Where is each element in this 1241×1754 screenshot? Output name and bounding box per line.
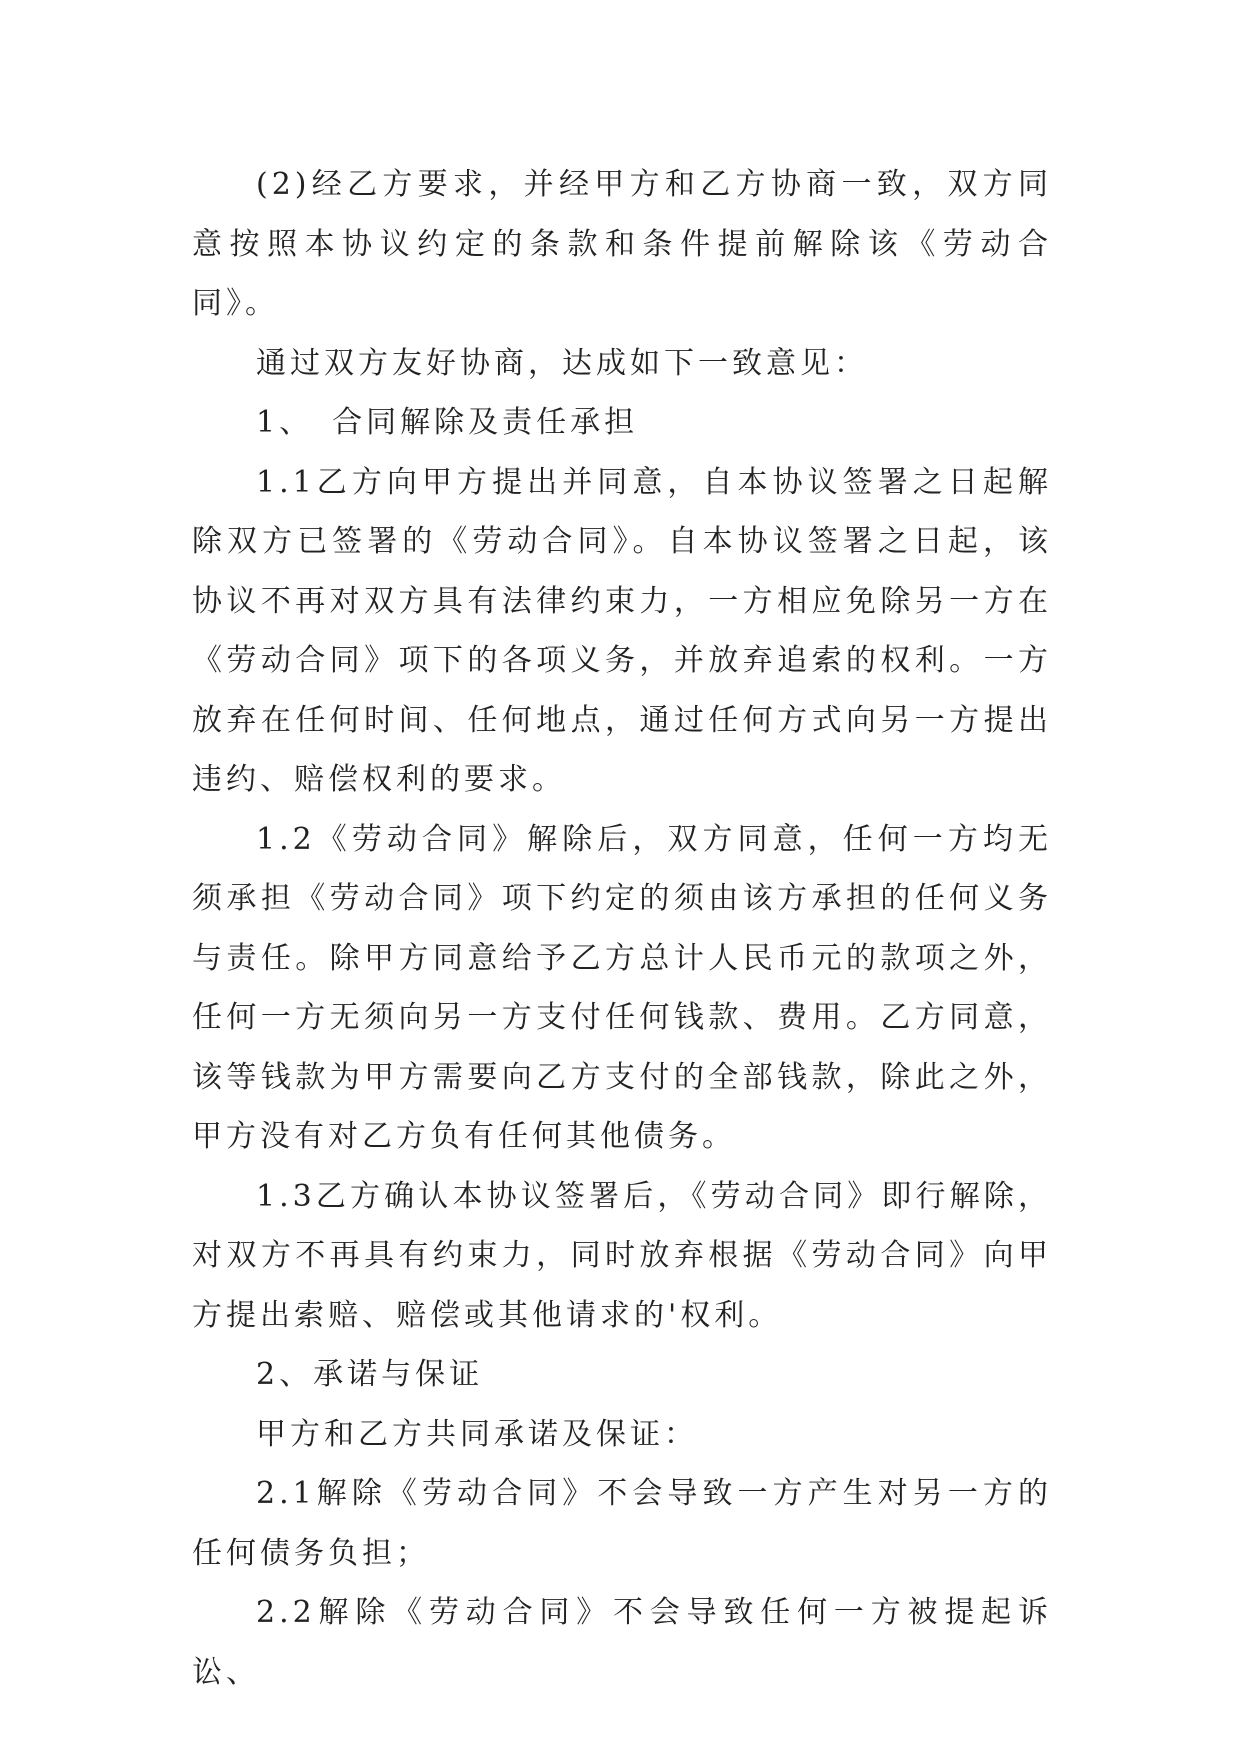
paragraph-joint-commitment: 甲方和乙方共同承诺及保证： <box>256 1416 698 1452</box>
clause-1-2: 1.2《劳动合同》解除后，双方同意，任何一方均无须承担《劳动合同》项下约定的须由该方承担的任何义务与责任。除甲方同意给予乙方总计人民币元的款项之外，任何一方无须向另一方支付任何钱款、费用。乙方同意，该等钱款为甲方需要向乙方支付的全部钱款，除此之外，甲方没有对乙方负有任何其他债务。 <box>192 821 1052 1154</box>
clause-2-2: 2.2解除《劳动合同》不会导致任何一方被提起诉讼、 <box>192 1595 1052 1690</box>
clause-2-1: 2.1解除《劳动合同》不会导致一方产生对另一方的任何债务负担； <box>192 1476 1052 1571</box>
paragraph-consensus-intro: 通过双方友好协商，达成如下一致意见： <box>256 345 868 381</box>
document-body <box>192 155 1052 1702</box>
section-heading-commitments: 2、承诺与保证 <box>256 1357 484 1392</box>
section-heading-termination-liability: 1、 合同解除及责任承担 <box>256 405 639 440</box>
clause-1-1: 1.1乙方向甲方提出并同意，自本协议签署之日起解除双方已签署的《劳动合同》。自本协议签署之日起，该协议不再对双方具有法律约束力，一方相应免除另一方在《劳动合同》项下的各项义务，并放弃追索的权利。一方放弃在任何时间、任何地点，通过任何方式向另一方提出违约、赔偿权利的要求。 <box>192 464 1052 797</box>
paragraph-early-termination-clause: (2)经乙方要求，并经甲方和乙方协商一致，双方同意按照本协议约定的条款和条件提前解除该《劳动合同》。 <box>192 167 1052 321</box>
clause-1-3: 1.3乙方确认本协议签署后，《劳动合同》即行解除，对双方不再具有约束力，同时放弃根据《劳动合同》向甲方提出索赔、赔偿或其他请求的'权利。 <box>192 1178 1052 1333</box>
